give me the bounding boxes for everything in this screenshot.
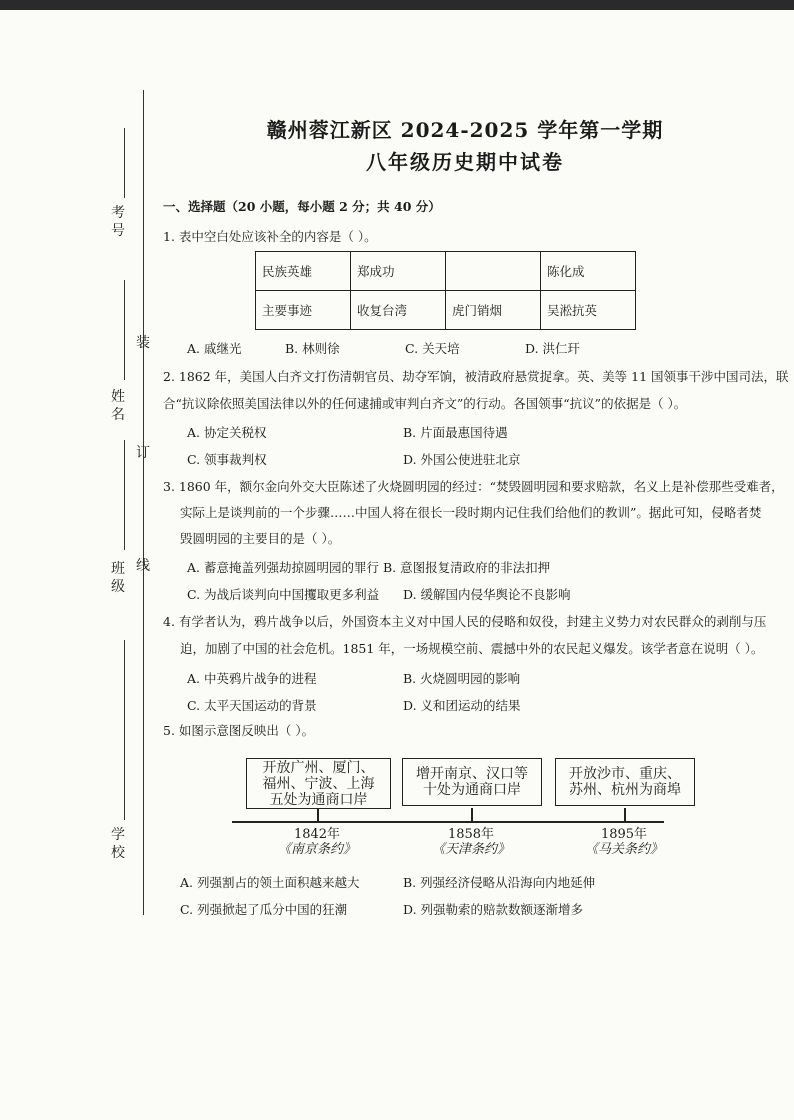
timeline-year-1858: 1858年: [447, 827, 495, 842]
box-text: 福州、宁波、上海: [262, 776, 375, 792]
timeline-year-1842: 1842年: [293, 827, 341, 842]
name-label: 姓名: [111, 389, 125, 423]
q3-stem-line1: 3. 1860 年，额尔金向外交大臣陈述了火烧圆明园的经过：“焚毁圆明园和要求赔款，名义上是补偿那些受难者，: [163, 479, 784, 494]
connector-1895: [624, 808, 626, 821]
scan-top-border: [0, 0, 794, 10]
school-label: 学校: [111, 827, 125, 861]
box-text: 开放沙市、重庆、: [569, 766, 681, 782]
q2-option-d: D. 外国公使进驻北京: [403, 452, 521, 467]
table-row: [256, 291, 636, 330]
section-heading: 一、选择题（20 小题，每小题 2 分；共 40 分）: [163, 199, 441, 214]
q1-option-a: A. 戚继光: [187, 341, 242, 356]
timeline-treaty-maguan: 《马关条约》: [584, 842, 663, 857]
q4-option-a: A. 中英鸦片战争的进程: [187, 671, 317, 686]
q4-option-c: C. 太平天国运动的背景: [187, 698, 317, 713]
bind-mark-ding: 订: [136, 445, 150, 461]
table-cell: 虎门销烟: [446, 291, 541, 330]
box-text: 开放广州、厦门、: [262, 760, 375, 776]
table-cell: 收复台湾: [351, 291, 446, 330]
connector-1842: [317, 808, 319, 821]
q1-stem: 1. 表中空白处应该补全的内容是（ ）。: [163, 229, 377, 244]
q5-option-b: B. 列强经济侵略从沿海向内地延伸: [403, 875, 596, 890]
binding-line: [143, 90, 144, 915]
q2-option-c: C. 领事裁判权: [187, 452, 267, 467]
q4-stem-line2: 迫，加剧了中国的社会危机。1851 年，一场规模空前、震撼中外的农民起义爆发。该学者意在说明（ ）。: [180, 641, 764, 656]
q4-option-d: D. 义和团运动的结果: [403, 698, 521, 713]
q4-option-b: B. 火烧圆明园的影响: [403, 671, 521, 686]
timeline-treaty-nanjing: 《南京条约》: [277, 842, 356, 857]
table-cell: 郑成功: [351, 252, 446, 291]
box-text: 十处为通商口岸: [423, 782, 521, 798]
q2-stem-line1: 2. 1862 年，美国人白齐文打伤清朝官员、劫夺军饷，被清政府悬赏捉拿。英、美等 11 国领事干涉中国司法，联: [163, 369, 789, 384]
q5-stem: 5. 如图示意图反映出（ ）。: [163, 723, 315, 738]
q2-option-b: B. 片面最惠国待遇: [403, 425, 508, 440]
exam-subtitle: 八年级历史期中试卷: [366, 150, 564, 174]
exam-no-label: 考号: [111, 205, 125, 239]
q1-option-b: B. 林则徐: [285, 341, 340, 356]
q3-stem-line2: 实际上是谈判前的一个步骤……中国人将在很长一段时期内记住我们给他们的教训”。据此可知，侵略者焚: [180, 505, 762, 520]
q1-table: [255, 251, 636, 330]
q1-option-d: D. 洪仁玕: [525, 341, 581, 356]
timeline-treaty-tianjin: 《天津条约》: [431, 842, 510, 857]
box-text: 增开南京、汉口等: [416, 766, 528, 782]
name-underline: [124, 280, 125, 380]
table-cell: 民族英雄: [256, 252, 351, 291]
class-underline: [124, 440, 125, 550]
timeline-year-1895: 1895年: [600, 827, 648, 842]
class-label: 班级: [111, 561, 125, 595]
q3-option-c: C. 为战后谈判向中国攫取更多利益: [187, 587, 380, 602]
school-underline: [124, 640, 125, 820]
q5-option-c: C. 列强掀起了瓜分中国的狂潮: [180, 902, 348, 917]
q1-option-c: C. 关天培: [405, 341, 460, 356]
timeline-box-1842: [246, 758, 391, 809]
table-cell: 主要事迹: [256, 291, 351, 330]
table-cell: 陈化成: [541, 252, 636, 291]
q4-stem-line1: 4. 有学者认为，鸦片战争以后，外国资本主义对中国人民的侵略和奴役，封建主义势力对农民群众的剥削与压: [163, 614, 767, 629]
table-row: [256, 252, 636, 291]
timeline-box-1895: [555, 758, 695, 806]
bind-mark-xian: 线: [136, 558, 150, 574]
q5-option-d: D. 列强勒索的赔款数额逐渐增多: [403, 902, 584, 917]
table-cell-blank: [446, 252, 541, 291]
exam-no-underline: [124, 128, 125, 198]
q3-option-d: D. 缓解国内侵华舆论不良影响: [403, 587, 571, 602]
box-text: 苏州、杭州为商埠: [569, 782, 681, 798]
q2-option-a: A. 协定关税权: [187, 425, 267, 440]
bind-mark-zhuang: 装: [136, 335, 150, 351]
q3-option-ab: A. 蓄意掩盖列强劫掠圆明园的罪行 B. 意图报复清政府的非法扣押: [187, 560, 551, 575]
q2-stem-line2: 合“抗议除依照美国法律以外的任何逮捕或审判白齐文”的行动。各国领事“抗议”的依据是（ ）。: [163, 396, 687, 411]
timeline-box-1858: [402, 758, 542, 806]
table-cell: 吴淞抗英: [541, 291, 636, 330]
q5-option-a: A. 列强割占的领土面积越来越大: [180, 875, 360, 890]
exam-title: 赣州蓉江新区 2024-2025 学年第一学期: [266, 118, 664, 142]
box-text: 五处为通商口岸: [269, 792, 368, 808]
connector-1858: [471, 808, 473, 821]
q3-stem-line3: 毁圆明园的主要目的是（ ）。: [180, 531, 341, 546]
